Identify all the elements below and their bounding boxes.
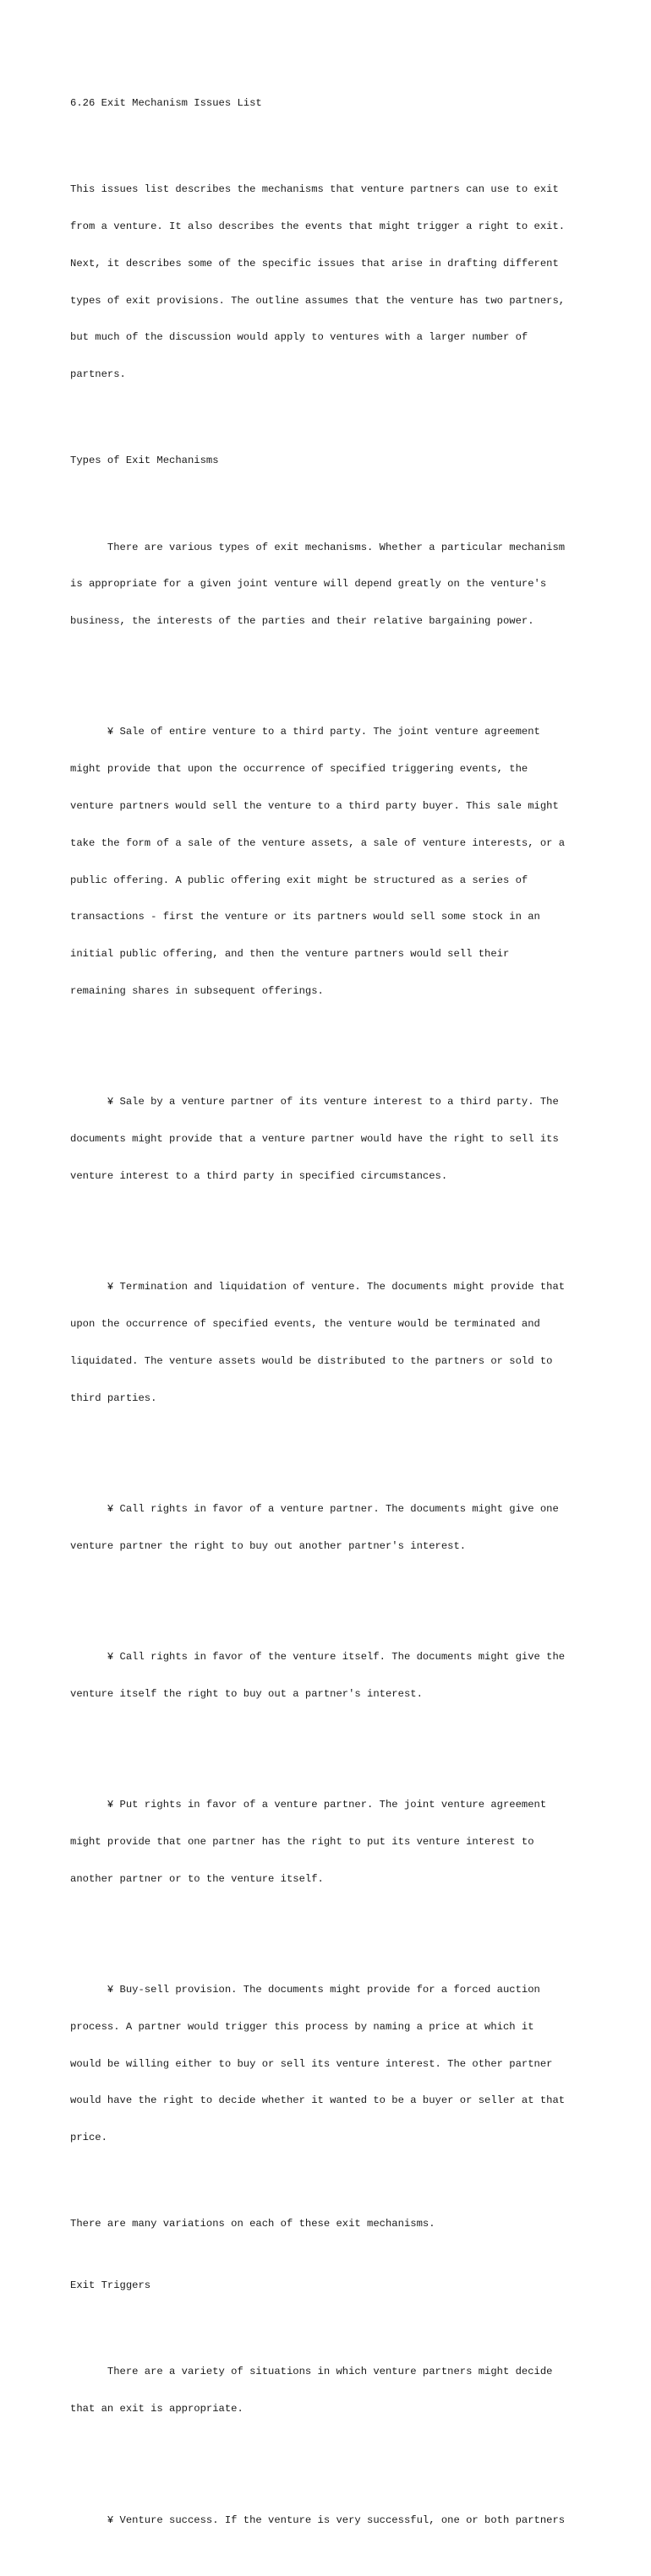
paragraph-line: venture interest to a third party in specified circumstances. [70, 1169, 448, 1182]
section2-intro-paragraph [70, 2341, 594, 2440]
paragraph-line: remaining shares in subsequent offerings. [70, 984, 324, 997]
paragraph-line: that an exit is appropriate. [70, 2403, 243, 2415]
paragraph-line: liquidated. The venture assets would be distributed to the partners or sold to [70, 1354, 553, 1367]
document-title: 6.26 Exit Mechanism Issues List [70, 97, 262, 110]
paragraph-line: types of exit provisions. The outline assumes that the venture has two partners, [70, 294, 566, 307]
paragraph-line: venture itself the right to buy out a partner's interest. [70, 1687, 423, 1700]
paragraph-line: ¥ Call rights in favor of a venture partner. The documents might give one [70, 1502, 559, 1515]
paragraph-line: price. [70, 2132, 107, 2144]
paragraph-line: but much of the discussion would apply to ventures with a larger number of [70, 331, 528, 344]
paragraph-line: might provide that one partner has the right to put its venture interest to [70, 1835, 534, 1848]
mechanism-item-buy-sell [70, 1959, 594, 2169]
document-page [70, 73, 594, 2576]
paragraph-line: There are a variety of situations in which venture partners might decide [70, 2366, 553, 2378]
mechanism-item-put-rights [70, 1774, 594, 1910]
paragraph-line: process. A partner would trigger this process by naming a price at which it [70, 2020, 534, 2033]
paragraph-line: ¥ Venture success. If the venture is very successful, one or both partners [70, 2513, 566, 2526]
paragraph-line: ¥ Termination and liquidation of venture. The documents might provide that [70, 1281, 566, 1293]
paragraph-line: third parties. [70, 1391, 157, 1404]
section-heading-triggers: Exit Triggers [70, 2279, 151, 2292]
paragraph-line: business, the interests of the parties and their relative bargaining power. [70, 615, 534, 628]
section1-intro-paragraph [70, 516, 594, 652]
paragraph-line: ¥ Call rights in favor of the venture itself. The documents might give the [70, 1651, 566, 1663]
paragraph-line: documents might provide that a venture partner would have the right to sell its [70, 1133, 559, 1146]
paragraph-line: upon the occurrence of specified events, the venture would be terminated and [70, 1317, 540, 1330]
paragraph-line: public offering. A public offering exit might be structured as a series of [70, 874, 528, 886]
paragraph-line: ¥ Sale of entire venture to a third party. The joint venture agreement [70, 726, 540, 738]
paragraph-line: would have the right to decide whether it wanted to be a buyer or seller at that [70, 2094, 566, 2107]
paragraph-line: take the form of a sale of the venture assets, a sale of venture interests, or a [70, 836, 566, 849]
paragraph-line: venture partner the right to buy out another partner's interest. [70, 1539, 467, 1552]
intro-paragraph [70, 159, 594, 406]
paragraph-line: from a venture. It also describes the events that might trigger a right to exit. [70, 221, 566, 233]
mechanism-item-sale-by-partner [70, 1071, 594, 1207]
mechanism-item-call-rights-venture [70, 1626, 594, 1725]
paragraph-line: ¥ Buy-sell provision. The documents might provide for a forced auction [70, 1984, 540, 1996]
paragraph-line: There are various types of exit mechanisms. Whether a particular mechanism [70, 541, 566, 553]
mechanism-item-sale-entire-venture [70, 701, 594, 1021]
variations-paragraph: There are many variations on each of these exit mechanisms. [70, 2218, 435, 2230]
trigger-item-venture-success [70, 2489, 594, 2551]
mechanism-item-call-rights-partner [70, 1479, 594, 1577]
paragraph-line: venture partners would sell the venture to a third party buyer. This sale might [70, 800, 559, 813]
paragraph-line: might provide that upon the occurrence of specified triggering events, the [70, 763, 528, 776]
section-heading-types: Types of Exit Mechanisms [70, 455, 219, 467]
paragraph-line: partners. [70, 368, 126, 381]
paragraph-line: ¥ Put rights in favor of a venture partner. The joint venture agreement [70, 1799, 547, 1811]
paragraph-line: another partner or to the venture itself. [70, 1872, 324, 1885]
paragraph-line: Next, it describes some of the specific issues that arise in drafting different [70, 257, 559, 270]
paragraph-line: transactions - first the venture or its partners would sell some stock in an [70, 911, 540, 923]
paragraph-line: This issues list describes the mechanisms that venture partners can use to exit [70, 183, 559, 196]
paragraph-line: is appropriate for a given joint venture will depend greatly on the venture's [70, 578, 547, 591]
paragraph-line: would be willing either to buy or sell its venture interest. The other partner [70, 2057, 553, 2070]
paragraph-line: ¥ Sale by a venture partner of its venture interest to a third party. The [70, 1096, 559, 1108]
paragraph-line: initial public offering, and then the venture partners would sell their [70, 948, 510, 961]
mechanism-item-termination [70, 1256, 594, 1429]
